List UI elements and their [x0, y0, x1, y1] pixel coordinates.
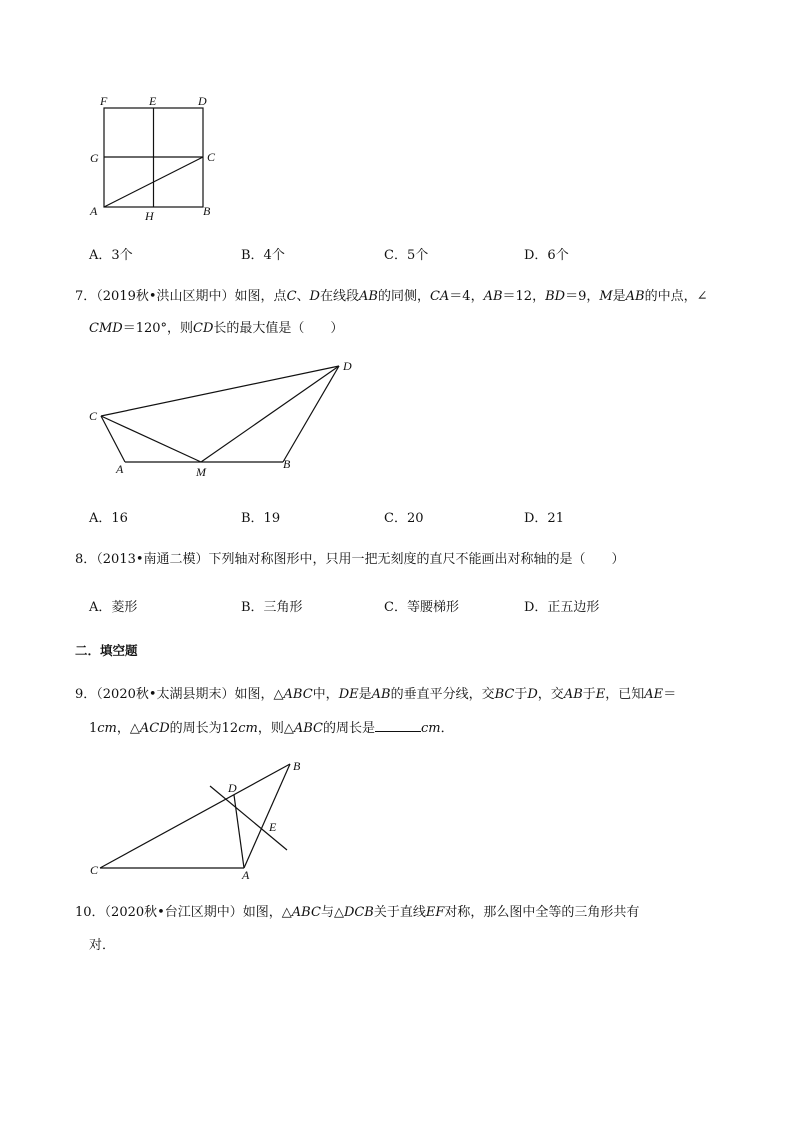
segment-ca: [101, 416, 125, 462]
segment-cm: [101, 416, 201, 462]
q7-option-c: C．20: [384, 511, 424, 526]
q6-option-d: D．6个: [524, 248, 569, 263]
q9-line-2: 1cm，△ACD的周长为12cm，则△ABC的周长是 cm．: [89, 721, 454, 736]
label-d: D: [343, 359, 352, 373]
label-a: A: [116, 462, 124, 476]
q8-option-c: C．等腰梯形: [384, 600, 459, 615]
figure-q6: [80, 90, 230, 225]
label-b: B: [293, 759, 301, 773]
q10-line-1: 10．（2020秋•台江区期中）如图，△ABC与△DCB关于直线EF对称，那么图中全等的三角形共有: [75, 905, 640, 920]
answer-blank[interactable]: [375, 719, 421, 732]
label-d: D: [228, 781, 237, 795]
label-f: F: [100, 94, 108, 108]
q8-option-d: D．正五边形: [524, 600, 600, 615]
label-c: C: [89, 409, 98, 423]
figure-q7: [80, 355, 380, 485]
segment-ab: [244, 764, 290, 868]
q7-option-b: B．19: [241, 511, 281, 526]
label-e: E: [149, 94, 157, 108]
label-h: H: [145, 209, 154, 223]
label-b: B: [203, 204, 211, 218]
label-m: M: [196, 465, 206, 479]
label-e: E: [269, 820, 277, 834]
label-c: C: [90, 863, 99, 877]
label-a: A: [90, 204, 98, 218]
label-g: G: [90, 151, 99, 165]
label-b: B: [283, 457, 291, 471]
segment-bd: [283, 366, 339, 462]
label-c: C: [207, 150, 216, 164]
label-a: A: [242, 868, 250, 882]
label-d: D: [198, 94, 207, 108]
q8-text: 8．（2013•南通二模）下列轴对称图形中，只用一把无刻度的直尺不能画出对称轴的是（ ）: [75, 552, 625, 567]
q8-option-a: A．菱形: [89, 600, 138, 615]
q9-line-1: 9．（2020秋•太湖县期末）如图，△ABC中，DE是AB的垂直平分线，交BC于D，交AB于E，已知AE＝: [75, 687, 677, 702]
q7-option-d: D．21: [524, 511, 564, 526]
segment-da: [234, 795, 244, 868]
q7-option-a: A．16: [89, 511, 128, 526]
q7-line-2: CMD＝120°，则CD长的最大值是（ ）: [89, 321, 344, 336]
q6-option-c: C．5个: [384, 248, 429, 263]
figure-q9: [80, 755, 320, 885]
segment-cb: [100, 764, 290, 868]
q8-option-b: B．三角形: [241, 600, 303, 615]
q6-option-a: A．3个: [89, 248, 133, 263]
q6-option-b: B．4个: [241, 248, 285, 263]
q10-line-2: 对．: [89, 938, 116, 953]
q7-line-1: 7．（2019秋•洪山区期中）如图，点C、D在线段AB的同侧，CA＝4，AB＝12，BD＝9，M是AB的中点，∠: [75, 289, 708, 304]
section-heading-fill-blank: 二．填空题: [75, 643, 138, 658]
